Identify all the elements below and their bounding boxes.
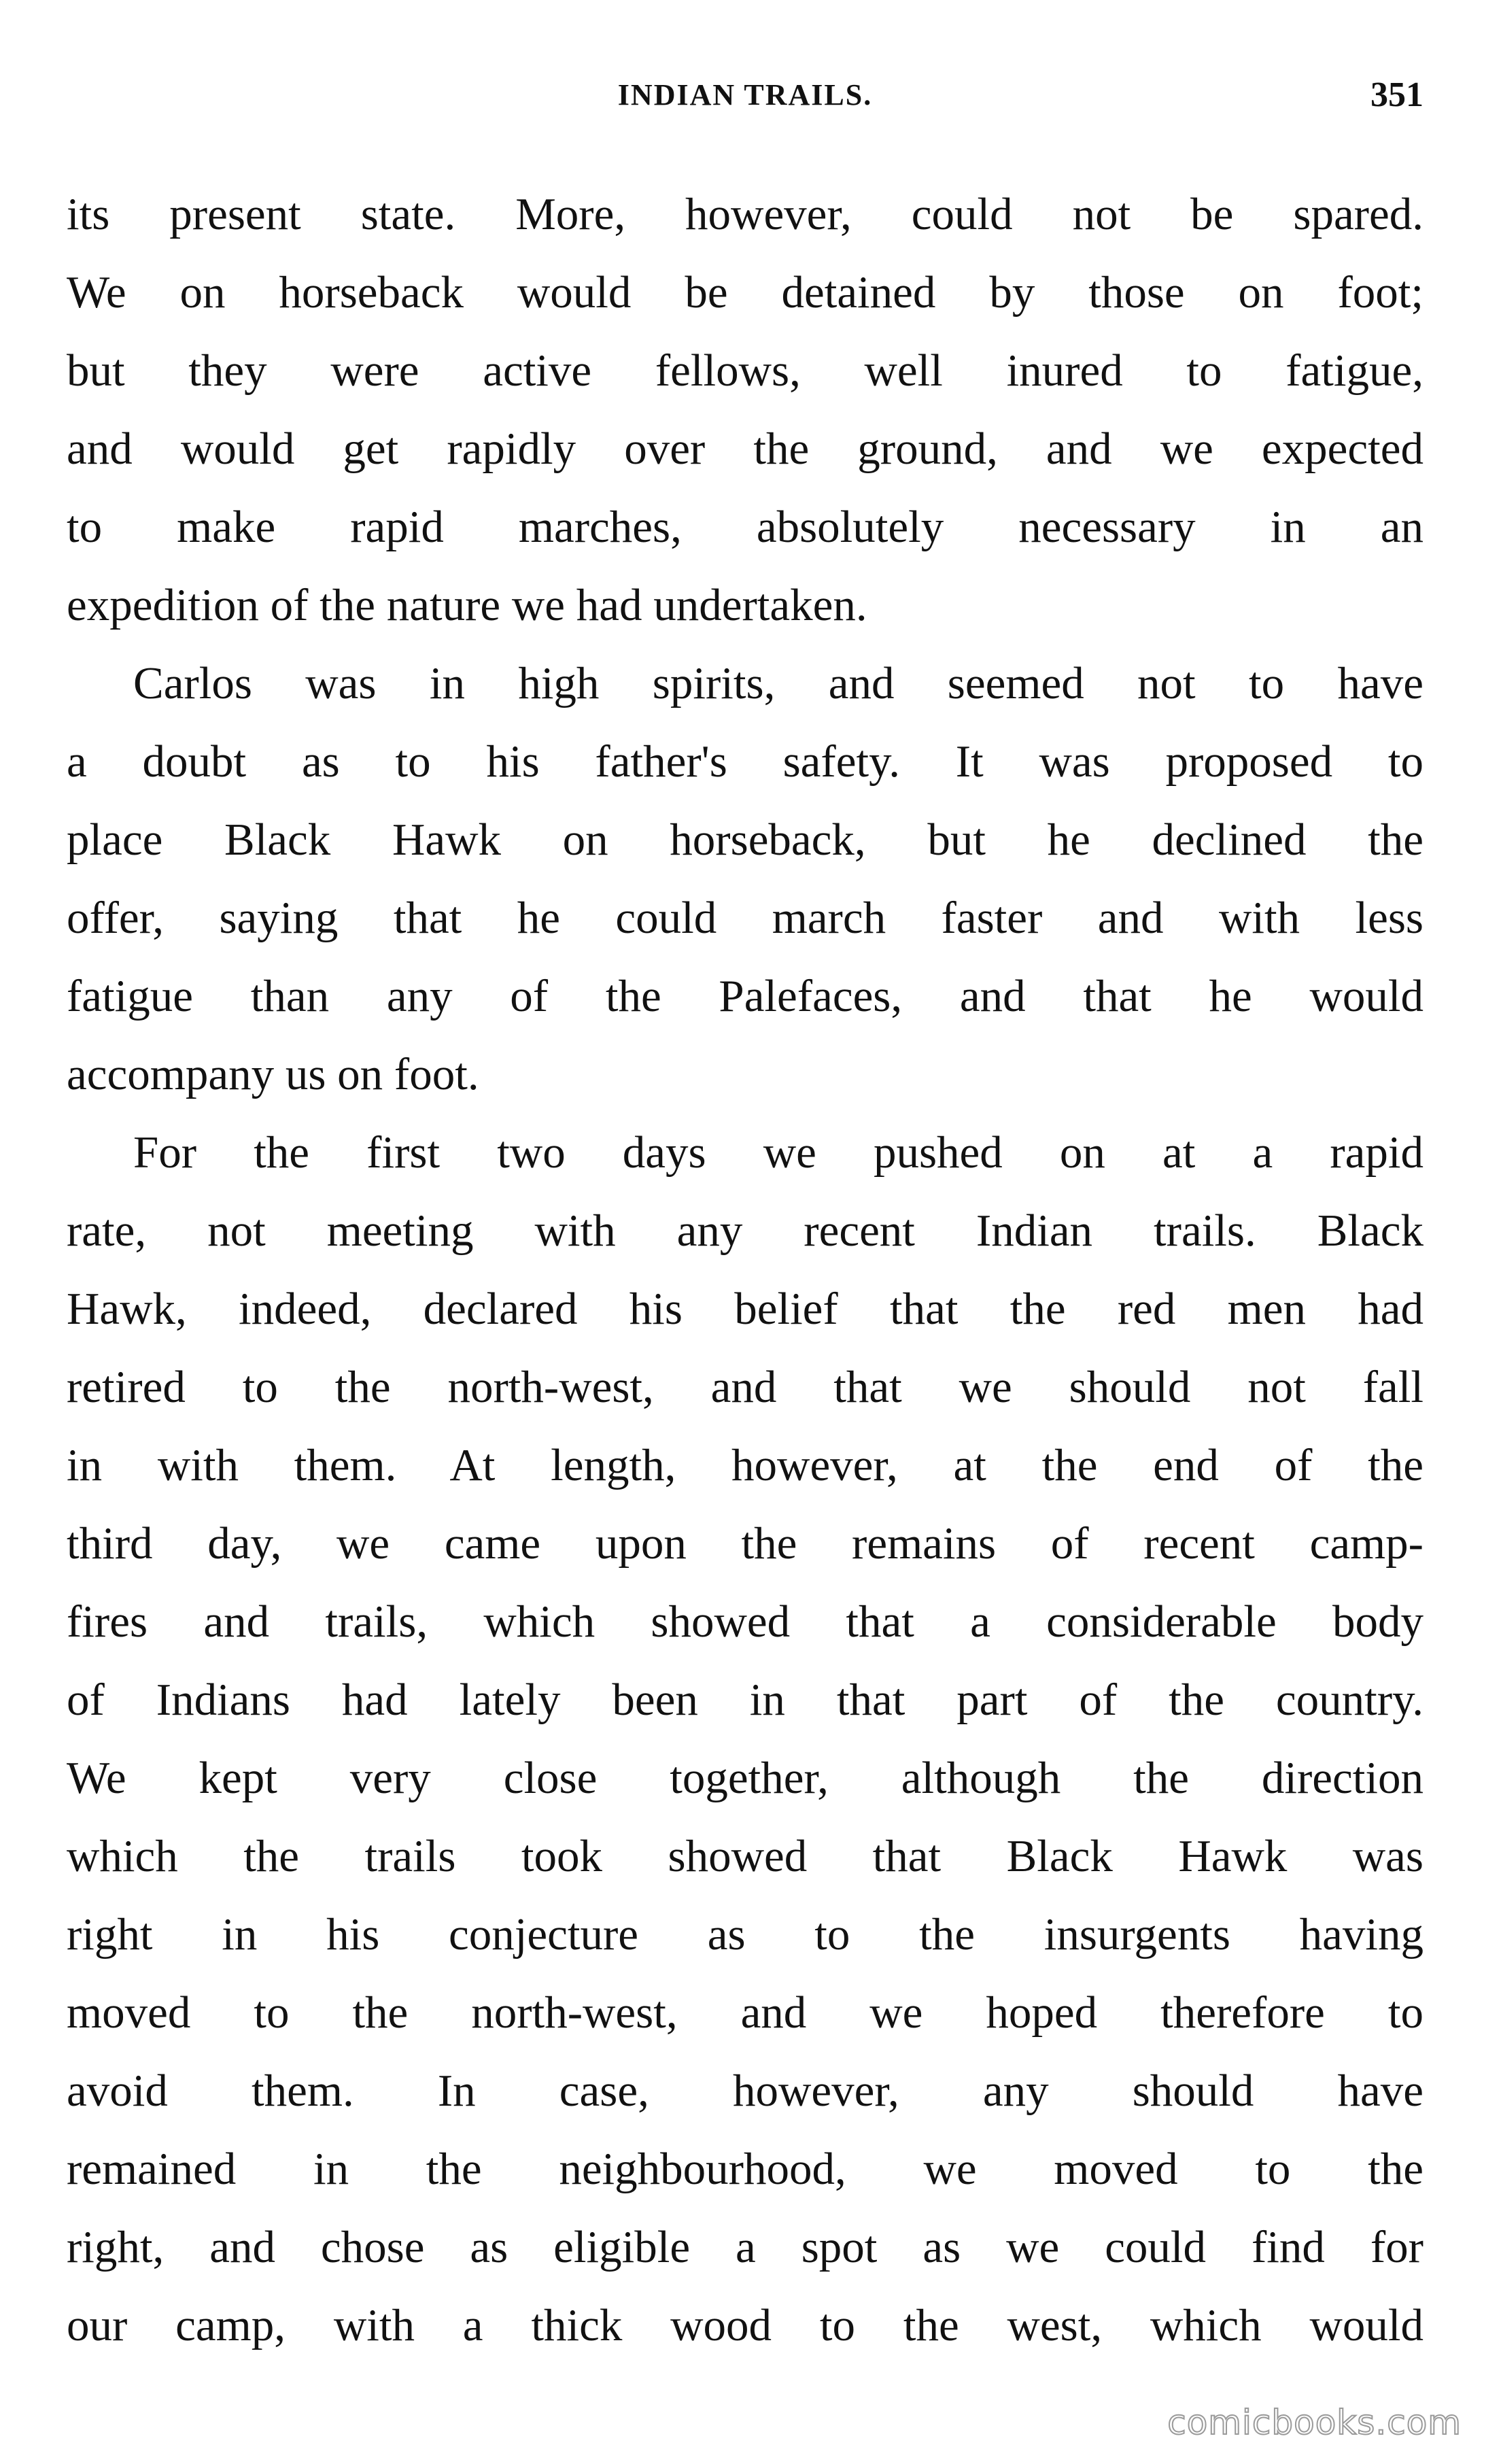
text-line: retired to the north-west, and that we should not fall [67, 1362, 1424, 1412]
text-line: right, and chose as eligible a spot as we could find for [67, 2222, 1424, 2272]
text-line: in with them. At length, however, at the end of the [67, 1440, 1424, 1490]
text-line: Hawk, indeed, declared his belief that the red men had [67, 1284, 1424, 1334]
body-text [67, 175, 1424, 2365]
text-line: offer, saying that he could march faster and with less [67, 893, 1424, 943]
text-line: moved to the north-west, and we hoped therefore to [67, 1987, 1424, 2038]
text-line: Carlos was in high spirits, and seemed not to have [133, 658, 1424, 708]
text-line: We on horseback would be detained by those on foot; [67, 267, 1424, 318]
text-line: which the trails took showed that Black Hawk was [67, 1831, 1424, 1881]
text-line: avoid them. In case, however, any should have [67, 2066, 1424, 2116]
text-line: rate, not meeting with any recent Indian trails. Black [67, 1205, 1424, 1256]
text-line: fires and trails, which showed that a considerable body [67, 1596, 1424, 1647]
text-line: right in his conjecture as to the insurgents having [67, 1909, 1424, 1960]
text-line: third day, we came upon the remains of recent camp- [67, 1518, 1424, 1569]
text-line: expedition of the nature we had undertaken. [67, 580, 867, 630]
text-line: fatigue than any of the Palefaces, and that he would [67, 971, 1424, 1021]
text-line: accompany us on foot. [67, 1049, 479, 1099]
running-head [67, 68, 1424, 122]
text-line: a doubt as to his father's safety. It was proposed to [67, 736, 1424, 787]
page-number: 351 [1370, 75, 1424, 114]
text-line: We kept very close together, although the direction [67, 1753, 1424, 1803]
text-line: of Indians had lately been in that part of the country. [67, 1675, 1424, 1725]
text-line: our camp, with a thick wood to the west, which would [67, 2300, 1424, 2350]
text-line: and would get rapidly over the ground, and we expected [67, 424, 1424, 474]
text-line: For the first two days we pushed on at a rapid [133, 1127, 1424, 1178]
running-title: INDIAN TRAILS. [617, 78, 873, 112]
text-line: place Black Hawk on horseback, but he declined the [67, 815, 1424, 865]
watermark: comicbooks.com [1167, 2403, 1462, 2442]
text-line: but they were active fellows, well inured to fatigue, [67, 345, 1424, 396]
text-line: remained in the neighbourhood, we moved to the [67, 2144, 1424, 2194]
text-line: its present state. More, however, could not be spared. [67, 189, 1424, 239]
text-line: to make rapid marches, absolutely necessary in an [67, 502, 1424, 552]
